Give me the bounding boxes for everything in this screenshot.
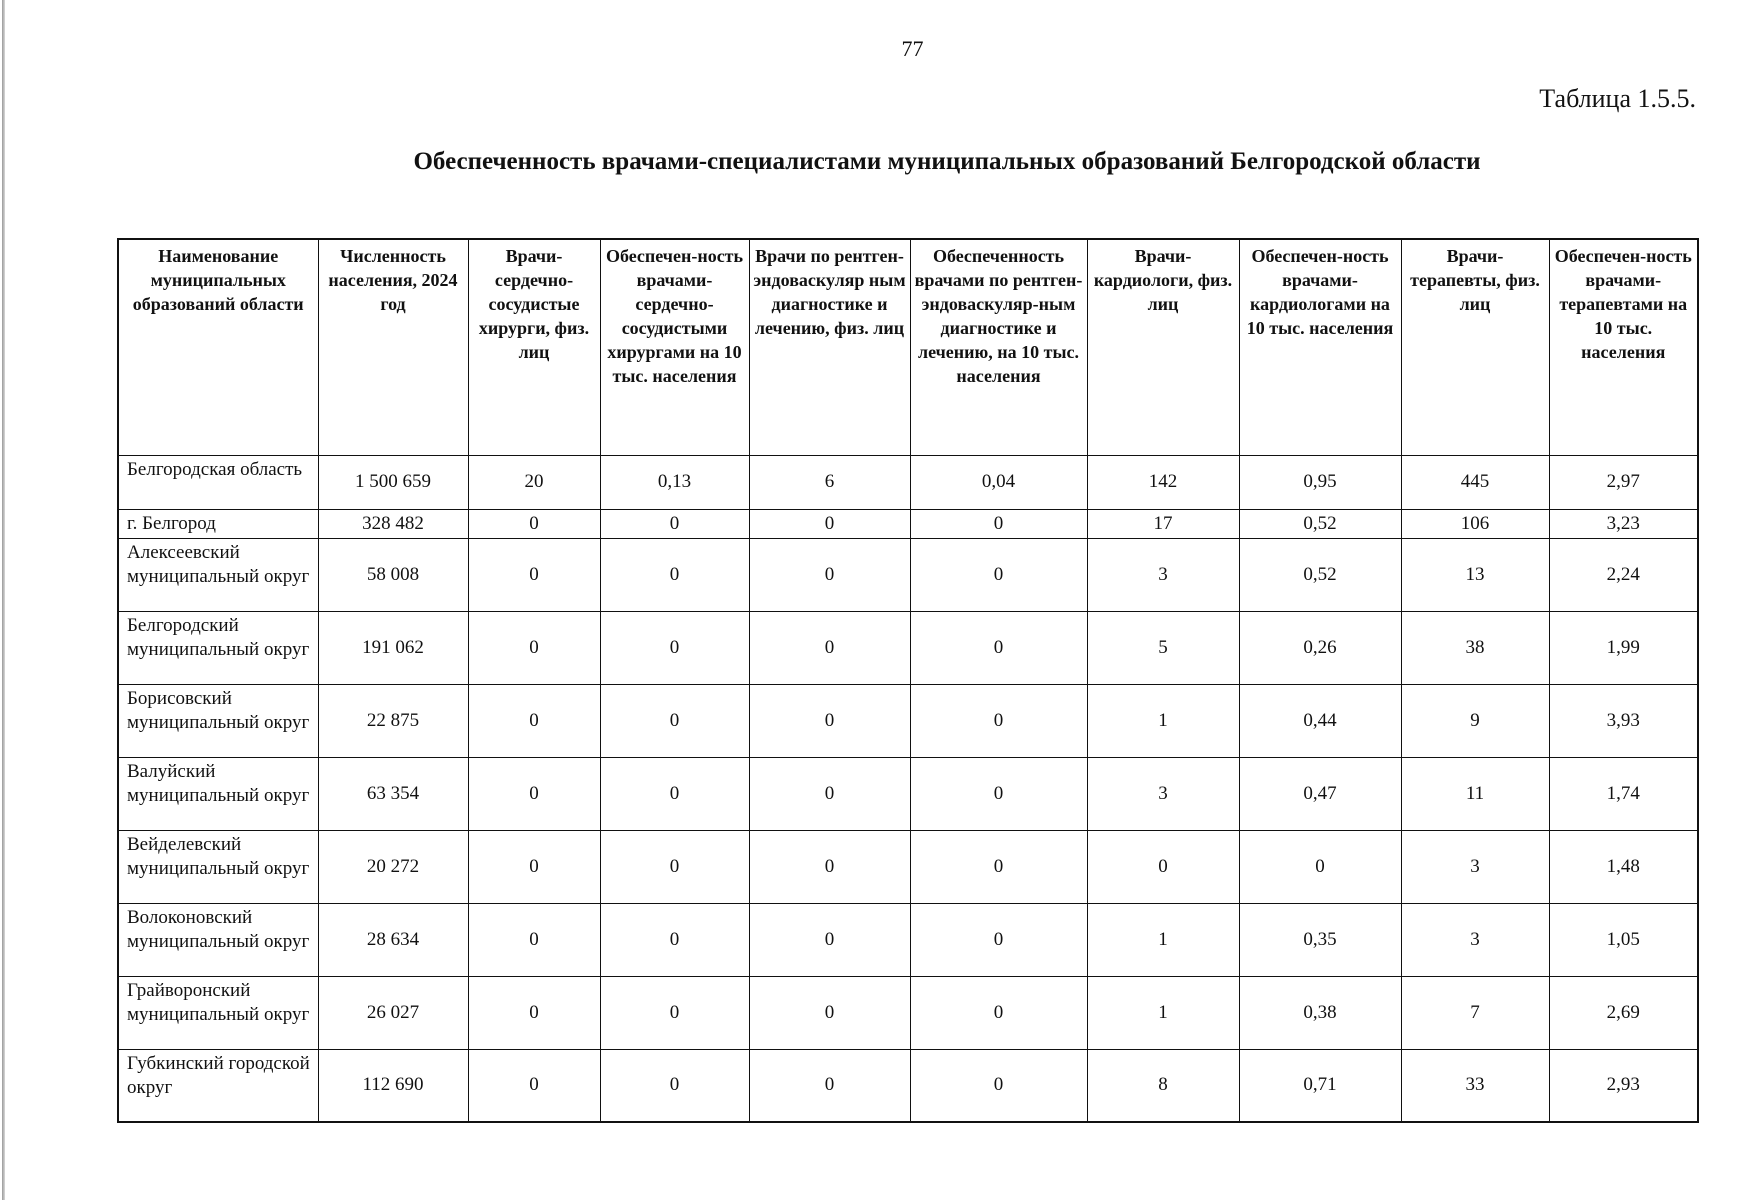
col-header-cv-surgeons: Врачи-сердечно-сосудистые хирурги, физ. лиц xyxy=(468,239,600,455)
cell-population: 22 875 xyxy=(318,684,468,757)
cell-rx-rate: 0 xyxy=(910,976,1087,1049)
cell-cardio-rate: 0,52 xyxy=(1239,538,1401,611)
cell-municipality: Вейделевский муниципальный округ xyxy=(118,830,318,903)
table-row xyxy=(118,903,1698,976)
cell-municipality: Алексеевский муниципальный округ xyxy=(118,538,318,611)
document-title: Обеспеченность врачами-специалистами муниципальных образований Белгородской области xyxy=(413,148,1481,175)
cell-therapists: 7 xyxy=(1401,976,1549,1049)
cell-therapists: 9 xyxy=(1401,684,1549,757)
col-header-municipality: Наименование муниципальных образований области xyxy=(118,239,318,455)
cell-cardio-rate: 0,35 xyxy=(1239,903,1401,976)
cell-rx-rate: 0 xyxy=(910,509,1087,538)
cell-cardiologists: 17 xyxy=(1087,509,1239,538)
cell-cv-rate: 0,13 xyxy=(600,455,749,509)
cell-cardio-rate: 0,71 xyxy=(1239,1049,1401,1122)
col-header-cardiologists: Врачи-кардиологи, физ. лиц xyxy=(1087,239,1239,455)
cell-population: 63 354 xyxy=(318,757,468,830)
cell-ther-rate: 3,93 xyxy=(1549,684,1698,757)
cell-cv-surgeons: 0 xyxy=(468,684,600,757)
cell-cardiologists: 5 xyxy=(1087,611,1239,684)
table-row xyxy=(118,830,1698,903)
col-header-therapists-rate: Обеспечен-ность врачами-терапевтами на 10 тыс. населения xyxy=(1549,239,1698,455)
cell-cv-surgeons: 0 xyxy=(468,1049,600,1122)
cell-therapists: 38 xyxy=(1401,611,1549,684)
col-header-population: Численность населения, 2024 год xyxy=(318,239,468,455)
col-header-cardiologists-rate: Обеспечен-ность врачами-кардиологами на 10 тыс. населения xyxy=(1239,239,1401,455)
cell-population: 112 690 xyxy=(318,1049,468,1122)
cell-rx-endo: 0 xyxy=(749,1049,910,1122)
cell-population: 26 027 xyxy=(318,976,468,1049)
cell-municipality: Борисовский муниципальный округ xyxy=(118,684,318,757)
col-header-rx-endovascular: Врачи по рентген-эндоваскуляр ным диагностике и лечению, физ. лиц xyxy=(749,239,910,455)
cell-cardiologists: 8 xyxy=(1087,1049,1239,1122)
cell-cardio-rate: 0,26 xyxy=(1239,611,1401,684)
cell-rx-endo: 0 xyxy=(749,538,910,611)
cell-rx-endo: 0 xyxy=(749,757,910,830)
cell-cardiologists: 1 xyxy=(1087,976,1239,1049)
cell-rx-endo: 0 xyxy=(749,611,910,684)
col-header-therapists: Врачи-терапевты, физ. лиц xyxy=(1401,239,1549,455)
cell-cardiologists: 3 xyxy=(1087,757,1239,830)
col-header-rx-endovascular-rate: Обеспеченность врачами по рентген-эндоваскуляр-ным диагностике и лечению, на 10 тыс. населения xyxy=(910,239,1087,455)
cell-municipality: Грайворонский муниципальный округ xyxy=(118,976,318,1049)
cell-population: 20 272 xyxy=(318,830,468,903)
cell-cardio-rate: 0,38 xyxy=(1239,976,1401,1049)
cell-ther-rate: 2,97 xyxy=(1549,455,1698,509)
cell-rx-endo: 6 xyxy=(749,455,910,509)
cell-cv-rate: 0 xyxy=(600,611,749,684)
cell-population: 328 482 xyxy=(318,509,468,538)
cell-cv-surgeons: 0 xyxy=(468,903,600,976)
cell-rx-rate: 0 xyxy=(910,684,1087,757)
cell-ther-rate: 2,69 xyxy=(1549,976,1698,1049)
cell-cardiologists: 0 xyxy=(1087,830,1239,903)
table-row xyxy=(118,757,1698,830)
cell-ther-rate: 1,48 xyxy=(1549,830,1698,903)
cell-rx-rate: 0,04 xyxy=(910,455,1087,509)
cell-cardiologists: 1 xyxy=(1087,903,1239,976)
cell-rx-rate: 0 xyxy=(910,1049,1087,1122)
cell-cv-rate: 0 xyxy=(600,976,749,1049)
cell-therapists: 3 xyxy=(1401,903,1549,976)
cell-rx-rate: 0 xyxy=(910,830,1087,903)
cell-cv-rate: 0 xyxy=(600,509,749,538)
table-row xyxy=(118,509,1698,538)
cell-rx-endo: 0 xyxy=(749,509,910,538)
cell-ther-rate: 3,23 xyxy=(1549,509,1698,538)
cell-population: 28 634 xyxy=(318,903,468,976)
cell-cardio-rate: 0,95 xyxy=(1239,455,1401,509)
cell-cardio-rate: 0,44 xyxy=(1239,684,1401,757)
cell-cardio-rate: 0 xyxy=(1239,830,1401,903)
cell-cardio-rate: 0,52 xyxy=(1239,509,1401,538)
table-row xyxy=(118,538,1698,611)
cell-cv-rate: 0 xyxy=(600,1049,749,1122)
cell-rx-endo: 0 xyxy=(749,684,910,757)
cell-cv-surgeons: 0 xyxy=(468,611,600,684)
cell-rx-rate: 0 xyxy=(910,903,1087,976)
cell-cv-rate: 0 xyxy=(600,830,749,903)
cell-cardiologists: 142 xyxy=(1087,455,1239,509)
cell-ther-rate: 1,99 xyxy=(1549,611,1698,684)
cell-therapists: 33 xyxy=(1401,1049,1549,1122)
cell-therapists: 13 xyxy=(1401,538,1549,611)
page-number: 77 xyxy=(901,36,924,61)
cell-cv-surgeons: 0 xyxy=(468,538,600,611)
cell-municipality: Белгородская область xyxy=(118,455,318,509)
cell-population: 1 500 659 xyxy=(318,455,468,509)
cell-therapists: 445 xyxy=(1401,455,1549,509)
specialists-table xyxy=(117,238,1699,1123)
cell-rx-endo: 0 xyxy=(749,903,910,976)
table-row xyxy=(118,976,1698,1049)
cell-cv-rate: 0 xyxy=(600,538,749,611)
table-row xyxy=(118,455,1698,509)
cell-ther-rate: 1,74 xyxy=(1549,757,1698,830)
cell-cv-rate: 0 xyxy=(600,684,749,757)
cell-cv-surgeons: 0 xyxy=(468,509,600,538)
table-header-row xyxy=(118,239,1698,455)
cell-therapists: 106 xyxy=(1401,509,1549,538)
cell-therapists: 11 xyxy=(1401,757,1549,830)
cell-rx-endo: 0 xyxy=(749,976,910,1049)
table-row xyxy=(118,684,1698,757)
table-row xyxy=(118,611,1698,684)
cell-population: 58 008 xyxy=(318,538,468,611)
cell-population: 191 062 xyxy=(318,611,468,684)
cell-therapists: 3 xyxy=(1401,830,1549,903)
cell-cardiologists: 3 xyxy=(1087,538,1239,611)
cell-rx-rate: 0 xyxy=(910,757,1087,830)
cell-cv-surgeons: 20 xyxy=(468,455,600,509)
cell-municipality: Белгородский муниципальный округ xyxy=(118,611,318,684)
cell-municipality: Волоконовский муниципальный округ xyxy=(118,903,318,976)
cell-ther-rate: 2,93 xyxy=(1549,1049,1698,1122)
cell-cv-surgeons: 0 xyxy=(468,830,600,903)
cell-ther-rate: 1,05 xyxy=(1549,903,1698,976)
cell-municipality: г. Белгород xyxy=(118,509,318,538)
cell-ther-rate: 2,24 xyxy=(1549,538,1698,611)
cell-cv-rate: 0 xyxy=(600,757,749,830)
cell-municipality: Губкинский городской округ xyxy=(118,1049,318,1122)
cell-municipality: Валуйский муниципальный округ xyxy=(118,757,318,830)
table-label: Таблица 1.5.5. xyxy=(1539,84,1696,113)
col-header-cv-surgeons-rate: Обеспечен-ность врачами-сердечно-сосудистыми хирургами на 10 тыс. населения xyxy=(600,239,749,455)
cell-rx-endo: 0 xyxy=(749,830,910,903)
cell-cv-surgeons: 0 xyxy=(468,757,600,830)
cell-rx-rate: 0 xyxy=(910,611,1087,684)
table-row xyxy=(118,1049,1698,1122)
cell-cv-surgeons: 0 xyxy=(468,976,600,1049)
cell-rx-rate: 0 xyxy=(910,538,1087,611)
cell-cv-rate: 0 xyxy=(600,903,749,976)
cell-cardio-rate: 0,47 xyxy=(1239,757,1401,830)
cell-cardiologists: 1 xyxy=(1087,684,1239,757)
scan-left-edge xyxy=(2,0,5,1200)
